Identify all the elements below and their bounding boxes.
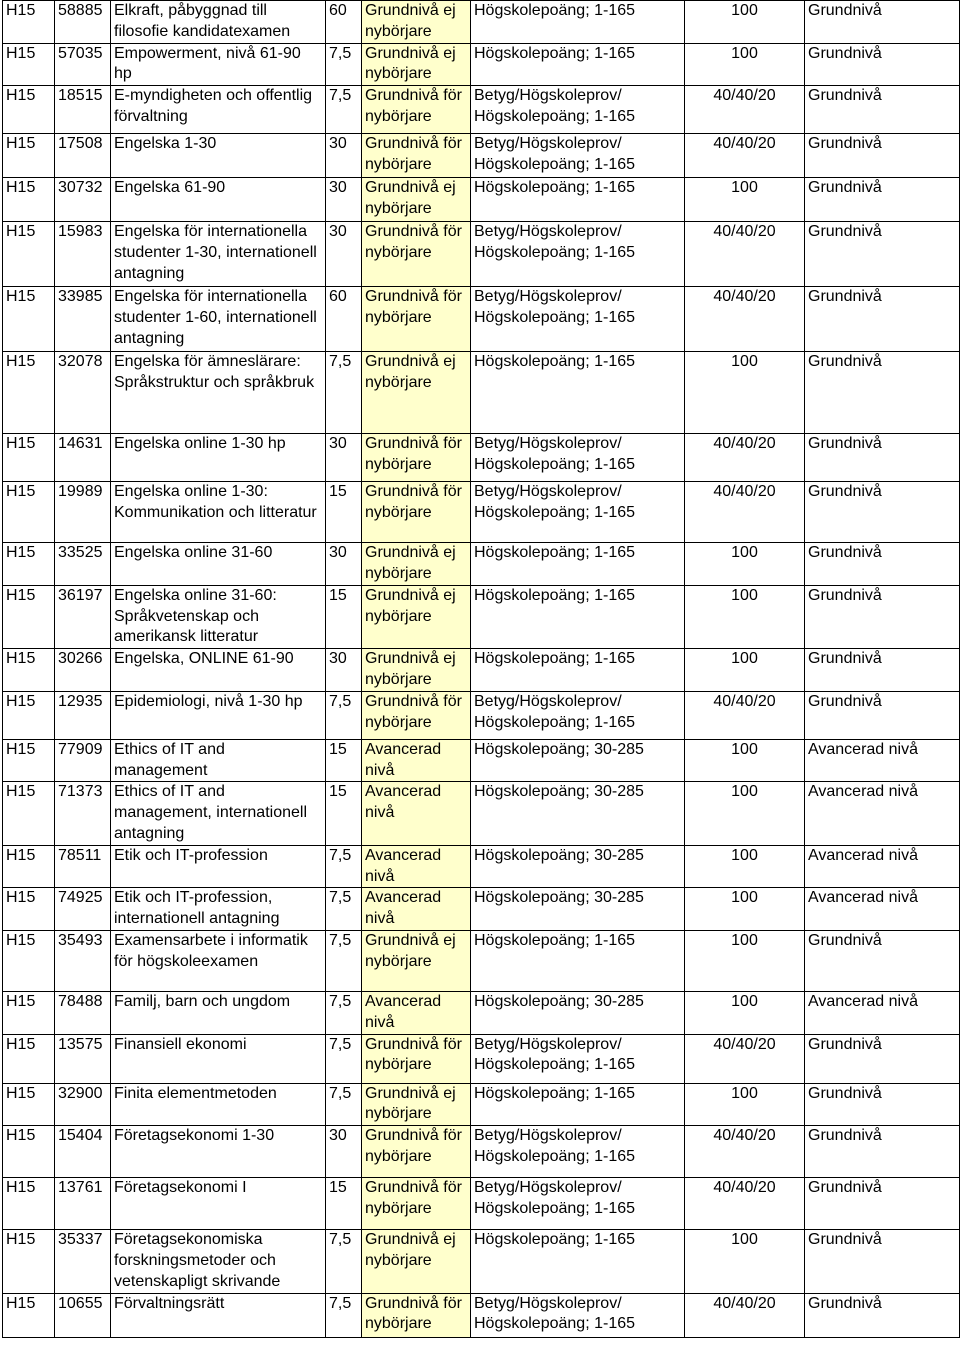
course-code: 13575 — [55, 1034, 111, 1083]
table-row — [3, 287, 960, 352]
course-selection-split: 40/40/20 — [685, 134, 805, 178]
course-selection-split: 40/40/20 — [685, 222, 805, 287]
course-term: H15 — [3, 43, 55, 86]
course-cycle: Grundnivå — [805, 434, 960, 482]
course-name: Examensarbete i informatik för högskoleexamen — [111, 930, 326, 991]
table-row — [3, 1083, 960, 1126]
course-term: H15 — [3, 991, 55, 1034]
course-selection: Högskolepoäng; 30-285 — [471, 888, 685, 931]
course-credits: 7,5 — [326, 845, 362, 888]
course-term: H15 — [3, 1178, 55, 1230]
course-code: 10655 — [55, 1293, 111, 1337]
course-credits: 15 — [326, 482, 362, 543]
course-term: H15 — [3, 739, 55, 782]
course-name: Engelska för internationella studenter 1-30, internationell antagning — [111, 222, 326, 287]
course-level: Grundnivå ej nybörjare — [362, 930, 471, 991]
course-selection: Högskolepoäng; 1-165 — [471, 585, 685, 648]
course-code: 18515 — [55, 86, 111, 134]
course-name: Engelska online 1-30: Kommunikation och litteratur — [111, 482, 326, 543]
course-cycle: Grundnivå — [805, 222, 960, 287]
course-name: Ethics of IT and management, internationell antagning — [111, 782, 326, 845]
course-name: Företagsekonomiska forskningsmetoder och vetenskapligt skrivande — [111, 1230, 326, 1293]
course-code: 78488 — [55, 991, 111, 1034]
course-selection: Betyg/Högskoleprov/ Högskolepoäng; 1-165 — [471, 287, 685, 352]
table-row — [3, 1293, 960, 1337]
course-name: Engelska, ONLINE 61-90 — [111, 649, 326, 692]
course-selection-split: 40/40/20 — [685, 1126, 805, 1178]
course-term: H15 — [3, 691, 55, 739]
course-term: H15 — [3, 287, 55, 352]
course-code: 74925 — [55, 888, 111, 931]
course-selection-split: 40/40/20 — [685, 434, 805, 482]
course-selection: Högskolepoäng; 1-165 — [471, 1230, 685, 1293]
course-term: H15 — [3, 1230, 55, 1293]
course-term: H15 — [3, 1, 55, 44]
table-row — [3, 1230, 960, 1293]
course-selection: Betyg/Högskoleprov/ Högskolepoäng; 1-165 — [471, 222, 685, 287]
course-code: 33985 — [55, 287, 111, 352]
course-term: H15 — [3, 543, 55, 586]
course-table — [2, 0, 960, 1338]
course-selection: Högskolepoäng; 1-165 — [471, 649, 685, 692]
course-selection-split: 100 — [685, 43, 805, 86]
course-cycle: Grundnivå — [805, 287, 960, 352]
table-row — [3, 739, 960, 782]
course-code: 14631 — [55, 434, 111, 482]
course-selection-split: 40/40/20 — [685, 1034, 805, 1083]
course-credits: 60 — [326, 1, 362, 44]
course-term: H15 — [3, 134, 55, 178]
course-cycle: Grundnivå — [805, 691, 960, 739]
course-name: Engelska 1-30 — [111, 134, 326, 178]
course-selection-split: 40/40/20 — [685, 691, 805, 739]
course-cycle: Avancerad nivå — [805, 991, 960, 1034]
course-term: H15 — [3, 1126, 55, 1178]
course-level: Avancerad nivå — [362, 991, 471, 1034]
course-selection-split: 100 — [685, 1083, 805, 1126]
course-selection: Högskolepoäng; 30-285 — [471, 739, 685, 782]
course-name: Finita elementmetoden — [111, 1083, 326, 1126]
course-credits: 7,5 — [326, 930, 362, 991]
course-level: Grundnivå för nybörjare — [362, 691, 471, 739]
course-code: 78511 — [55, 845, 111, 888]
course-credits: 7,5 — [326, 86, 362, 134]
course-credits: 30 — [326, 1126, 362, 1178]
course-cycle: Grundnivå — [805, 585, 960, 648]
course-code: 58885 — [55, 1, 111, 44]
course-cycle: Avancerad nivå — [805, 888, 960, 931]
course-name: Finansiell ekonomi — [111, 1034, 326, 1083]
course-cycle: Grundnivå — [805, 352, 960, 434]
course-credits: 30 — [326, 222, 362, 287]
table-row — [3, 178, 960, 222]
course-code: 33525 — [55, 543, 111, 586]
table-row — [3, 691, 960, 739]
course-cycle: Avancerad nivå — [805, 845, 960, 888]
course-name: Ethics of IT and management — [111, 739, 326, 782]
course-level: Grundnivå ej nybörjare — [362, 43, 471, 86]
course-selection: Högskolepoäng; 30-285 — [471, 782, 685, 845]
course-code: 30266 — [55, 649, 111, 692]
course-level: Grundnivå för nybörjare — [362, 482, 471, 543]
course-level: Grundnivå för nybörjare — [362, 1126, 471, 1178]
course-selection-split: 40/40/20 — [685, 287, 805, 352]
course-selection-split: 40/40/20 — [685, 1178, 805, 1230]
course-name: Engelska online 31-60: Språkvetenskap och amerikansk litteratur — [111, 585, 326, 648]
course-term: H15 — [3, 845, 55, 888]
course-selection-split: 40/40/20 — [685, 86, 805, 134]
course-selection-split: 100 — [685, 930, 805, 991]
course-credits: 7,5 — [326, 1230, 362, 1293]
course-credits: 7,5 — [326, 1083, 362, 1126]
course-level: Grundnivå för nybörjare — [362, 1178, 471, 1230]
course-credits: 7,5 — [326, 43, 362, 86]
course-cycle: Grundnivå — [805, 1083, 960, 1126]
course-name: Engelska online 1-30 hp — [111, 434, 326, 482]
document-page — [2, 0, 959, 1338]
course-selection-split: 100 — [685, 1230, 805, 1293]
course-code: 36197 — [55, 585, 111, 648]
course-credits: 30 — [326, 649, 362, 692]
course-selection: Betyg/Högskoleprov/ Högskolepoäng; 1-165 — [471, 1178, 685, 1230]
course-credits: 7,5 — [326, 888, 362, 931]
course-selection: Betyg/Högskoleprov/ Högskolepoäng; 1-165 — [471, 1034, 685, 1083]
course-cycle: Avancerad nivå — [805, 782, 960, 845]
course-term: H15 — [3, 1293, 55, 1337]
course-credits: 15 — [326, 782, 362, 845]
table-row — [3, 585, 960, 648]
course-level: Grundnivå för nybörjare — [362, 1293, 471, 1337]
course-code: 17508 — [55, 134, 111, 178]
course-name: Engelska 61-90 — [111, 178, 326, 222]
table-row — [3, 434, 960, 482]
course-level: Grundnivå ej nybörjare — [362, 352, 471, 434]
course-selection: Betyg/Högskoleprov/ Högskolepoäng; 1-165 — [471, 434, 685, 482]
course-name: Epidemiologi, nivå 1-30 hp — [111, 691, 326, 739]
course-name: Etik och IT-profession — [111, 845, 326, 888]
table-row — [3, 134, 960, 178]
course-cycle: Grundnivå — [805, 1034, 960, 1083]
course-selection: Högskolepoäng; 1-165 — [471, 543, 685, 586]
table-row — [3, 1126, 960, 1178]
course-selection: Högskolepoäng; 30-285 — [471, 991, 685, 1034]
course-term: H15 — [3, 782, 55, 845]
course-level: Grundnivå ej nybörjare — [362, 543, 471, 586]
course-cycle: Grundnivå — [805, 1126, 960, 1178]
course-code: 35493 — [55, 930, 111, 991]
course-credits: 15 — [326, 739, 362, 782]
course-code: 12935 — [55, 691, 111, 739]
course-term: H15 — [3, 930, 55, 991]
course-selection-split: 40/40/20 — [685, 1293, 805, 1337]
course-selection: Betyg/Högskoleprov/ Högskolepoäng; 1-165 — [471, 1293, 685, 1337]
course-credits: 30 — [326, 134, 362, 178]
course-cycle: Grundnivå — [805, 1178, 960, 1230]
course-level: Grundnivå för nybörjare — [362, 287, 471, 352]
course-code: 19989 — [55, 482, 111, 543]
course-cycle: Grundnivå — [805, 482, 960, 543]
course-code: 32078 — [55, 352, 111, 434]
course-selection: Betyg/Högskoleprov/ Högskolepoäng; 1-165 — [471, 1126, 685, 1178]
course-cycle: Grundnivå — [805, 930, 960, 991]
course-cycle: Grundnivå — [805, 1, 960, 44]
table-row — [3, 1178, 960, 1230]
course-code: 32900 — [55, 1083, 111, 1126]
table-row — [3, 1034, 960, 1083]
course-name: Engelska för internationella studenter 1-60, internationell antagning — [111, 287, 326, 352]
course-term: H15 — [3, 1034, 55, 1083]
course-level: Grundnivå för nybörjare — [362, 1034, 471, 1083]
course-term: H15 — [3, 222, 55, 287]
course-level: Grundnivå för nybörjare — [362, 134, 471, 178]
course-cycle: Grundnivå — [805, 43, 960, 86]
course-code: 35337 — [55, 1230, 111, 1293]
table-row — [3, 991, 960, 1034]
course-name: Förvaltningsrätt — [111, 1293, 326, 1337]
course-name: Företagsekonomi I — [111, 1178, 326, 1230]
course-level: Grundnivå ej nybörjare — [362, 1230, 471, 1293]
course-cycle: Grundnivå — [805, 1293, 960, 1337]
course-term: H15 — [3, 1083, 55, 1126]
course-credits: 30 — [326, 434, 362, 482]
course-selection-split: 100 — [685, 1, 805, 44]
course-term: H15 — [3, 888, 55, 931]
course-selection-split: 100 — [685, 888, 805, 931]
course-term: H15 — [3, 585, 55, 648]
course-name: Elkraft, påbyggnad till filosofie kandidatexamen — [111, 1, 326, 44]
course-code: 77909 — [55, 739, 111, 782]
course-selection-split: 100 — [685, 782, 805, 845]
course-term: H15 — [3, 434, 55, 482]
course-level: Avancerad nivå — [362, 739, 471, 782]
course-selection: Högskolepoäng; 1-165 — [471, 43, 685, 86]
course-term: H15 — [3, 178, 55, 222]
course-level: Grundnivå ej nybörjare — [362, 585, 471, 648]
course-level: Grundnivå för nybörjare — [362, 434, 471, 482]
course-code: 15983 — [55, 222, 111, 287]
course-cycle: Grundnivå — [805, 1230, 960, 1293]
course-selection-split: 100 — [685, 178, 805, 222]
course-selection: Högskolepoäng; 30-285 — [471, 845, 685, 888]
course-credits: 30 — [326, 543, 362, 586]
table-row — [3, 888, 960, 931]
course-name: Företagsekonomi 1-30 — [111, 1126, 326, 1178]
course-code: 57035 — [55, 43, 111, 86]
course-level: Avancerad nivå — [362, 845, 471, 888]
table-row — [3, 482, 960, 543]
course-level: Grundnivå ej nybörjare — [362, 1083, 471, 1126]
table-row — [3, 782, 960, 845]
course-name: Etik och IT-profession, internationell antagning — [111, 888, 326, 931]
course-name: Familj, barn och ungdom — [111, 991, 326, 1034]
course-selection-split: 100 — [685, 352, 805, 434]
course-level: Avancerad nivå — [362, 782, 471, 845]
course-level: Grundnivå för nybörjare — [362, 222, 471, 287]
course-code: 15404 — [55, 1126, 111, 1178]
course-credits: 7,5 — [326, 991, 362, 1034]
course-term: H15 — [3, 86, 55, 134]
course-term: H15 — [3, 482, 55, 543]
course-selection: Högskolepoäng; 1-165 — [471, 352, 685, 434]
course-credits: 7,5 — [326, 1034, 362, 1083]
course-selection: Högskolepoäng; 1-165 — [471, 1083, 685, 1126]
table-row — [3, 1, 960, 44]
course-level: Avancerad nivå — [362, 888, 471, 931]
course-selection: Högskolepoäng; 1-165 — [471, 1, 685, 44]
course-code: 13761 — [55, 1178, 111, 1230]
course-cycle: Avancerad nivå — [805, 739, 960, 782]
course-level: Grundnivå för nybörjare — [362, 86, 471, 134]
course-name: Empowerment, nivå 61-90 hp — [111, 43, 326, 86]
course-credits: 30 — [326, 178, 362, 222]
course-selection-split: 100 — [685, 543, 805, 586]
course-credits: 15 — [326, 1178, 362, 1230]
course-credits: 7,5 — [326, 352, 362, 434]
course-selection: Betyg/Högskoleprov/ Högskolepoäng; 1-165 — [471, 482, 685, 543]
course-cycle: Grundnivå — [805, 178, 960, 222]
course-code: 30732 — [55, 178, 111, 222]
course-selection-split: 100 — [685, 649, 805, 692]
table-row — [3, 86, 960, 134]
course-cycle: Grundnivå — [805, 649, 960, 692]
course-selection-split: 100 — [685, 739, 805, 782]
course-name: E-myndigheten och offentlig förvaltning — [111, 86, 326, 134]
course-cycle: Grundnivå — [805, 543, 960, 586]
course-cycle: Grundnivå — [805, 134, 960, 178]
course-selection: Högskolepoäng; 1-165 — [471, 178, 685, 222]
course-cycle: Grundnivå — [805, 86, 960, 134]
course-credits: 7,5 — [326, 1293, 362, 1337]
table-row — [3, 352, 960, 434]
course-name: Engelska för ämneslärare: Språkstruktur och språkbruk — [111, 352, 326, 434]
course-credits: 7,5 — [326, 691, 362, 739]
table-row — [3, 543, 960, 586]
course-selection-split: 100 — [685, 845, 805, 888]
course-term: H15 — [3, 352, 55, 434]
course-code: 71373 — [55, 782, 111, 845]
course-level: Grundnivå ej nybörjare — [362, 178, 471, 222]
course-selection: Högskolepoäng; 1-165 — [471, 930, 685, 991]
course-credits: 15 — [326, 585, 362, 648]
course-level: Grundnivå ej nybörjare — [362, 1, 471, 44]
table-row — [3, 222, 960, 287]
table-row — [3, 43, 960, 86]
course-table-body — [3, 1, 960, 1338]
course-level: Grundnivå ej nybörjare — [362, 649, 471, 692]
course-selection: Betyg/Högskoleprov/ Högskolepoäng; 1-165 — [471, 86, 685, 134]
course-selection: Betyg/Högskoleprov/ Högskolepoäng; 1-165 — [471, 134, 685, 178]
course-term: H15 — [3, 649, 55, 692]
course-name: Engelska online 31-60 — [111, 543, 326, 586]
course-credits: 60 — [326, 287, 362, 352]
table-row — [3, 845, 960, 888]
course-selection-split: 40/40/20 — [685, 482, 805, 543]
table-row — [3, 930, 960, 991]
course-selection-split: 100 — [685, 991, 805, 1034]
course-selection-split: 100 — [685, 585, 805, 648]
table-row — [3, 649, 960, 692]
course-selection: Betyg/Högskoleprov/ Högskolepoäng; 1-165 — [471, 691, 685, 739]
